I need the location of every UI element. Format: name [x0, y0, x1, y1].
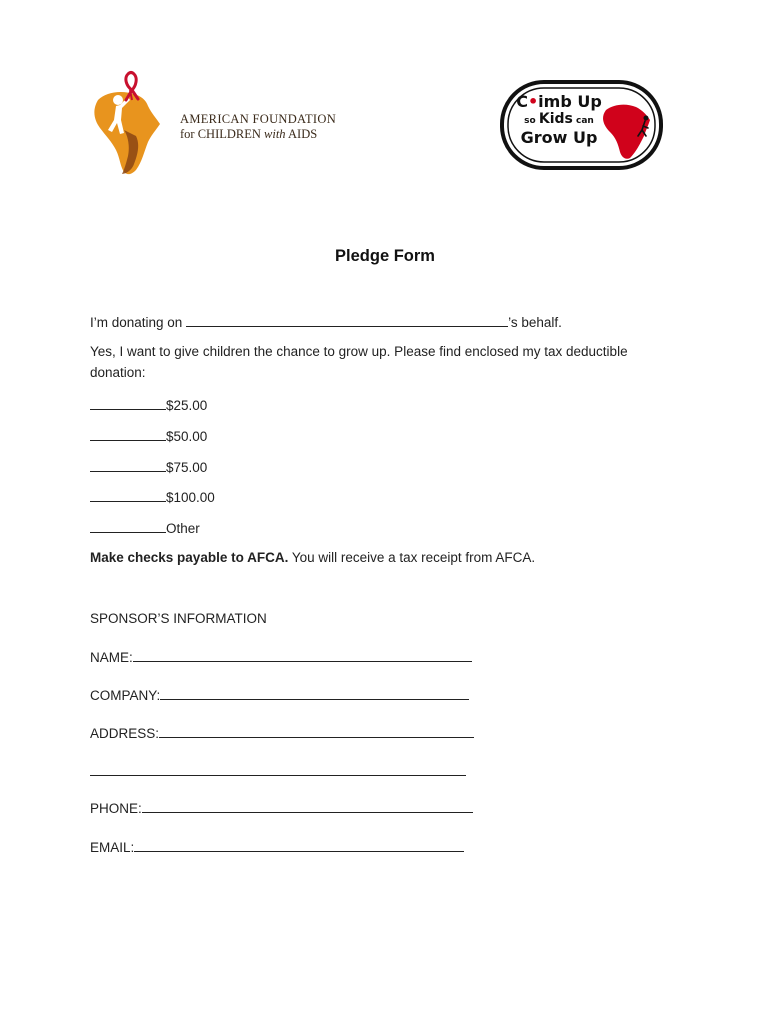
sponsor-info-heading: SPONSOR’S INFORMATION	[90, 611, 267, 626]
amount-100-field[interactable]	[90, 488, 166, 502]
intro-text-line2: donation:	[90, 365, 146, 380]
amount-option-100: $100.00	[90, 488, 215, 505]
sponsor-phone-field[interactable]	[142, 799, 473, 813]
donating-on-behalf-line: I’m donating on ’s behalf.	[90, 315, 562, 330]
amount-75-field[interactable]	[90, 458, 166, 472]
climb-line3: Grow Up	[520, 128, 598, 147]
sponsor-address-field[interactable]	[159, 724, 474, 738]
climb-up-logo-text	[514, 93, 604, 147]
sponsor-address-row-2	[90, 762, 466, 779]
amount-option-50: $50.00	[90, 427, 207, 444]
amount-option-other: Other	[90, 519, 200, 536]
climb-line1: C•imb Up	[516, 92, 602, 111]
intro-text-line1: Yes, I want to give children the chance to grow up. Please find enclosed my tax deductible	[90, 344, 628, 359]
page-title: Pledge Form	[335, 247, 435, 265]
afca-name-line2: for CHILDREN with AIDS	[180, 127, 318, 141]
sponsor-name-field[interactable]	[133, 648, 472, 662]
afca-name-line1: AMERICAN FOUNDATION	[180, 112, 337, 126]
afca-logo-text	[180, 112, 337, 142]
climb-line2: so Kids can	[524, 111, 594, 127]
amount-option-25: $25.00	[90, 396, 207, 413]
sponsor-company-row: COMPANY:	[90, 686, 469, 703]
sponsor-address-line2-field[interactable]	[90, 762, 466, 776]
behalf-name-field[interactable]	[186, 313, 508, 327]
amount-option-75: $75.00	[90, 458, 207, 475]
sponsor-company-field[interactable]	[160, 686, 469, 700]
sponsor-email-row: EMAIL:	[90, 838, 464, 855]
sponsor-address-row: ADDRESS:	[90, 724, 474, 741]
amount-other-field[interactable]	[90, 519, 166, 533]
amount-25-field[interactable]	[90, 396, 166, 410]
sponsor-phone-row: PHONE:	[90, 799, 473, 816]
checks-payable-note: Make checks payable to AFCA. You will receive a tax receipt from AFCA.	[90, 550, 536, 565]
sponsor-email-field[interactable]	[134, 838, 464, 852]
sponsor-name-row: NAME:	[90, 648, 472, 665]
amount-50-field[interactable]	[90, 427, 166, 441]
